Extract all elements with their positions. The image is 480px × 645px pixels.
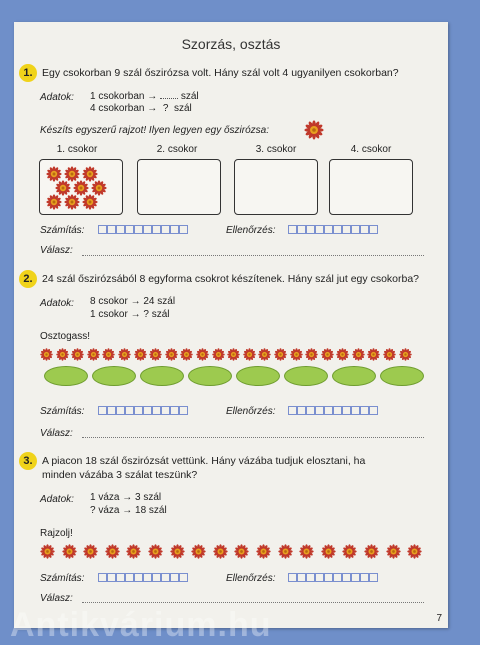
bouquet-ellipse[interactable] xyxy=(236,366,280,386)
flower-icon xyxy=(170,544,185,559)
task2-adatok-label: Adatok: xyxy=(40,298,74,309)
answer-box[interactable] xyxy=(306,406,315,415)
bouquet-label-1: 1. csokor xyxy=(56,144,98,155)
bouquet-ellipse[interactable] xyxy=(284,366,328,386)
task3-szamitas-label: Számítás: xyxy=(40,573,85,584)
task2-data-line1: 8 csokor → 24 szál xyxy=(90,296,176,307)
answer-box[interactable] xyxy=(288,406,297,415)
answer-box[interactable] xyxy=(170,225,179,234)
answer-box[interactable] xyxy=(333,225,342,234)
task2-ellenorzes-label: Ellenőrzés: xyxy=(226,406,276,417)
task3-question-line1: A piacon 18 szál őszirózsát vettünk. Hány vázába tudjuk elosztani, ha xyxy=(42,455,366,467)
flower-icon xyxy=(258,348,271,361)
task3-question-line2: minden vázába 3 szálat teszünk? xyxy=(42,469,198,481)
answer-box[interactable] xyxy=(315,573,324,582)
answer-box[interactable] xyxy=(369,406,378,415)
task3-flower-row xyxy=(40,544,429,559)
flower-icon xyxy=(234,544,249,559)
bouquet-ellipse[interactable] xyxy=(140,366,184,386)
answer-box[interactable] xyxy=(306,225,315,234)
bouquet-label-4: 4. csokor xyxy=(350,144,392,155)
task2-ellenorzes-boxes[interactable] xyxy=(288,406,378,415)
flower-icon xyxy=(305,348,318,361)
flower-icon xyxy=(342,544,357,559)
flower-icon xyxy=(71,348,84,361)
answer-box[interactable] xyxy=(333,406,342,415)
flower-icon xyxy=(82,194,98,210)
flower-icon xyxy=(149,348,162,361)
answer-box[interactable] xyxy=(98,573,107,582)
task2-instruction: Osztogass! xyxy=(40,331,91,342)
bouquet-ellipse[interactable] xyxy=(44,366,88,386)
answer-box[interactable] xyxy=(179,406,188,415)
flower-icon xyxy=(40,348,53,361)
answer-box[interactable] xyxy=(324,406,333,415)
bouquet-ellipse[interactable] xyxy=(92,366,136,386)
answer-box[interactable] xyxy=(324,225,333,234)
task3-answer-line[interactable] xyxy=(82,602,424,603)
flower-icon xyxy=(336,348,349,361)
answer-box[interactable] xyxy=(297,573,306,582)
watermark: Antikvárium.hu xyxy=(10,606,272,644)
answer-box[interactable] xyxy=(342,225,351,234)
task1-adatok-label: Adatok: xyxy=(40,92,74,103)
flower-icon xyxy=(321,544,336,559)
answer-box[interactable] xyxy=(288,573,297,582)
answer-box[interactable] xyxy=(161,573,170,582)
task1-valasz-label: Válasz: xyxy=(40,245,73,256)
task1-question: Egy csokorban 9 szál őszirózsa volt. Hány szál volt 4 ugyanilyen csokorban? xyxy=(42,67,399,79)
answer-box[interactable] xyxy=(107,225,116,234)
flower-icon xyxy=(102,348,115,361)
answer-box[interactable] xyxy=(342,406,351,415)
bouquet-box-2[interactable] xyxy=(137,159,221,215)
flower-icon xyxy=(180,348,193,361)
answer-box[interactable] xyxy=(143,406,152,415)
task1-data-line2: 4 csokorban → ? szál xyxy=(90,103,192,114)
bouquet-label-3: 3. csokor xyxy=(255,144,297,155)
answer-box[interactable] xyxy=(170,406,179,415)
flower-icon xyxy=(278,544,293,559)
answer-box[interactable] xyxy=(161,406,170,415)
task3-ellenorzes-label: Ellenőrzés: xyxy=(226,573,276,584)
flower-icon xyxy=(148,544,163,559)
answer-box[interactable] xyxy=(315,406,324,415)
answer-box[interactable] xyxy=(107,573,116,582)
task1-ellenorzes-boxes[interactable] xyxy=(288,225,378,234)
bouquet-ellipse[interactable] xyxy=(332,366,376,386)
flower-icon xyxy=(383,348,396,361)
answer-box[interactable] xyxy=(170,573,179,582)
worksheet-page xyxy=(14,22,448,628)
answer-box[interactable] xyxy=(360,225,369,234)
answer-box[interactable] xyxy=(98,406,107,415)
flower-icon xyxy=(191,544,206,559)
answer-box[interactable] xyxy=(179,225,188,234)
flower-icon xyxy=(105,544,120,559)
bouquet-box-3[interactable] xyxy=(234,159,318,215)
answer-box[interactable] xyxy=(369,573,378,582)
flower-icon xyxy=(227,348,240,361)
blank-fill xyxy=(160,90,178,99)
answer-box[interactable] xyxy=(351,573,360,582)
flower-icon xyxy=(213,544,228,559)
flower-icon xyxy=(407,544,422,559)
answer-box[interactable] xyxy=(333,573,342,582)
flower-icon xyxy=(56,348,69,361)
flower-icon xyxy=(46,194,62,210)
flower-icon xyxy=(290,348,303,361)
flower-icon xyxy=(118,348,131,361)
task1-szamitas-boxes[interactable] xyxy=(98,225,188,234)
task3-data-line2: ? váza → 18 szál xyxy=(90,505,167,516)
answer-box[interactable] xyxy=(143,225,152,234)
task1-answer-line[interactable] xyxy=(82,255,424,256)
flower-icon xyxy=(126,544,141,559)
flower-icon xyxy=(243,348,256,361)
flower-icon xyxy=(40,544,55,559)
task3-instruction: Rajzolj! xyxy=(40,528,73,539)
flower-icon xyxy=(165,348,178,361)
bouquet-ellipse[interactable] xyxy=(380,366,424,386)
answer-box[interactable] xyxy=(152,406,161,415)
bouquet-ellipse[interactable] xyxy=(188,366,232,386)
task2-answer-line[interactable] xyxy=(82,437,424,438)
task1-instruction: Készíts egyszerű rajzot! Ilyen legyen egy őszirózsa: xyxy=(40,125,269,136)
flower-icon xyxy=(299,544,314,559)
task3-adatok-label: Adatok: xyxy=(40,494,74,505)
answer-box[interactable] xyxy=(152,225,161,234)
flower-icon xyxy=(321,348,334,361)
flower-icon xyxy=(364,544,379,559)
flower-icon xyxy=(274,348,287,361)
task3-number-badge: 3. xyxy=(19,452,37,470)
answer-box[interactable] xyxy=(351,225,360,234)
flower-icon xyxy=(64,194,80,210)
task1-data-line1: 1 csokorban → szál xyxy=(90,91,199,102)
answer-box[interactable] xyxy=(306,573,315,582)
flower-icon xyxy=(212,348,225,361)
flower-icon xyxy=(352,348,365,361)
task1-ellenorzes-label: Ellenőrzés: xyxy=(226,225,276,236)
answer-box[interactable] xyxy=(288,225,297,234)
page-number: 7 xyxy=(436,613,442,624)
bouquet-box-1[interactable] xyxy=(39,159,123,215)
flower-icon xyxy=(367,348,380,361)
answer-box[interactable] xyxy=(152,573,161,582)
answer-box[interactable] xyxy=(324,573,333,582)
flower-icon xyxy=(134,348,147,361)
task2-data-line2: 1 csokor → ? szál xyxy=(90,309,170,320)
answer-box[interactable] xyxy=(125,406,134,415)
flower-icon xyxy=(399,348,412,361)
task3-ellenorzes-boxes[interactable] xyxy=(288,573,378,582)
task1-number-badge: 1. xyxy=(19,64,37,82)
answer-box[interactable] xyxy=(351,406,360,415)
answer-box[interactable] xyxy=(116,406,125,415)
answer-box[interactable] xyxy=(179,573,188,582)
task2-number-badge: 2. xyxy=(19,270,37,288)
flower-icon xyxy=(386,544,401,559)
task2-valasz-label: Válasz: xyxy=(40,428,73,439)
task2-szamitas-boxes[interactable] xyxy=(98,406,188,415)
flower-icon xyxy=(83,544,98,559)
answer-box[interactable] xyxy=(342,573,351,582)
answer-box[interactable] xyxy=(107,406,116,415)
answer-box[interactable] xyxy=(134,406,143,415)
answer-box[interactable] xyxy=(161,225,170,234)
answer-box[interactable] xyxy=(134,225,143,234)
answer-box[interactable] xyxy=(125,573,134,582)
task3-valasz-label: Válasz: xyxy=(40,593,73,604)
page-title: Szorzás, osztás xyxy=(181,36,281,52)
task2-flower-row xyxy=(40,348,414,361)
answer-box[interactable] xyxy=(143,573,152,582)
answer-box[interactable] xyxy=(134,573,143,582)
bouquet-box-4[interactable] xyxy=(329,159,413,215)
answer-box[interactable] xyxy=(116,573,125,582)
task3-szamitas-boxes[interactable] xyxy=(98,573,188,582)
answer-box[interactable] xyxy=(360,406,369,415)
answer-box[interactable] xyxy=(297,406,306,415)
answer-box[interactable] xyxy=(125,225,134,234)
flower-icon xyxy=(256,544,271,559)
task2-szamitas-label: Számítás: xyxy=(40,406,85,417)
task3-data-line1: 1 váza → 3 szál xyxy=(90,492,162,503)
answer-box[interactable] xyxy=(369,225,378,234)
flower-icon xyxy=(87,348,100,361)
sample-flower-icon xyxy=(304,120,324,140)
task1-szamitas-label: Számítás: xyxy=(40,225,85,236)
flower-icon xyxy=(62,544,77,559)
answer-box[interactable] xyxy=(315,225,324,234)
task2-question: 24 szál őszirózsából 8 egyforma csokrot készítenek. Hány szál jut egy csokorba? xyxy=(42,273,420,285)
flower-icon xyxy=(196,348,209,361)
answer-box[interactable] xyxy=(360,573,369,582)
answer-box[interactable] xyxy=(116,225,125,234)
answer-box[interactable] xyxy=(98,225,107,234)
bouquet-label-2: 2. csokor xyxy=(156,144,198,155)
answer-box[interactable] xyxy=(297,225,306,234)
